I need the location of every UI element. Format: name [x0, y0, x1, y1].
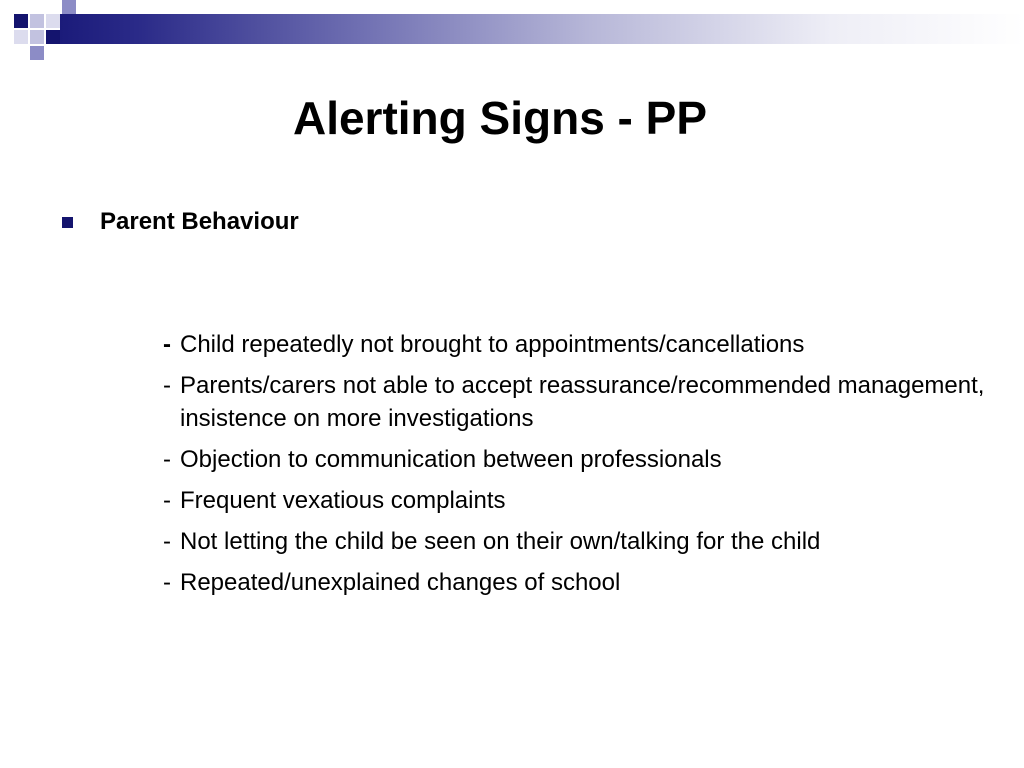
square-bullet-icon — [62, 217, 73, 228]
dash-marker: - — [163, 528, 171, 555]
decor-square-light — [30, 14, 44, 28]
sub-bullet-list — [163, 328, 1003, 607]
main-bullet-label: Parent Behaviour — [100, 208, 299, 235]
dash-marker: - — [163, 372, 171, 399]
sub-bullet-text: Parents/carers not able to accept reassurance/recommended management, insistence on more investigations — [180, 372, 985, 432]
sub-bullet-item — [163, 369, 1003, 435]
sub-bullet-text: Not letting the child be seen on their own/talking for the child — [180, 528, 821, 555]
main-bullet — [62, 206, 299, 238]
sub-bullet-item — [163, 566, 1003, 599]
decor-square-dark — [14, 14, 28, 28]
header-gradient-bar — [60, 14, 1024, 44]
dash-marker: - — [163, 569, 171, 596]
sub-bullet-text: Frequent vexatious complaints — [180, 487, 506, 514]
dash-marker: - — [163, 446, 171, 473]
dash-marker: - — [163, 487, 171, 514]
decor-square-mid — [30, 46, 44, 60]
decor-square-dark — [46, 30, 60, 44]
slide-title: Alerting Signs - PP — [292, 92, 708, 144]
sub-bullet-item — [163, 525, 1003, 558]
sub-bullet-item — [163, 484, 1003, 517]
sub-bullet-text: Child repeatedly not brought to appointments/cancellations — [180, 331, 805, 358]
decor-square-light — [30, 30, 44, 44]
decor-square-mid — [62, 0, 76, 14]
sub-bullet-item — [163, 443, 1003, 476]
decor-square-pale — [46, 14, 60, 28]
sub-bullet-item — [163, 328, 1003, 361]
sub-bullet-text: Repeated/unexplained changes of school — [180, 569, 621, 596]
sub-bullet-text: Objection to communication between professionals — [180, 446, 722, 473]
decor-square-pale — [14, 30, 28, 44]
dash-marker: - — [163, 331, 171, 358]
